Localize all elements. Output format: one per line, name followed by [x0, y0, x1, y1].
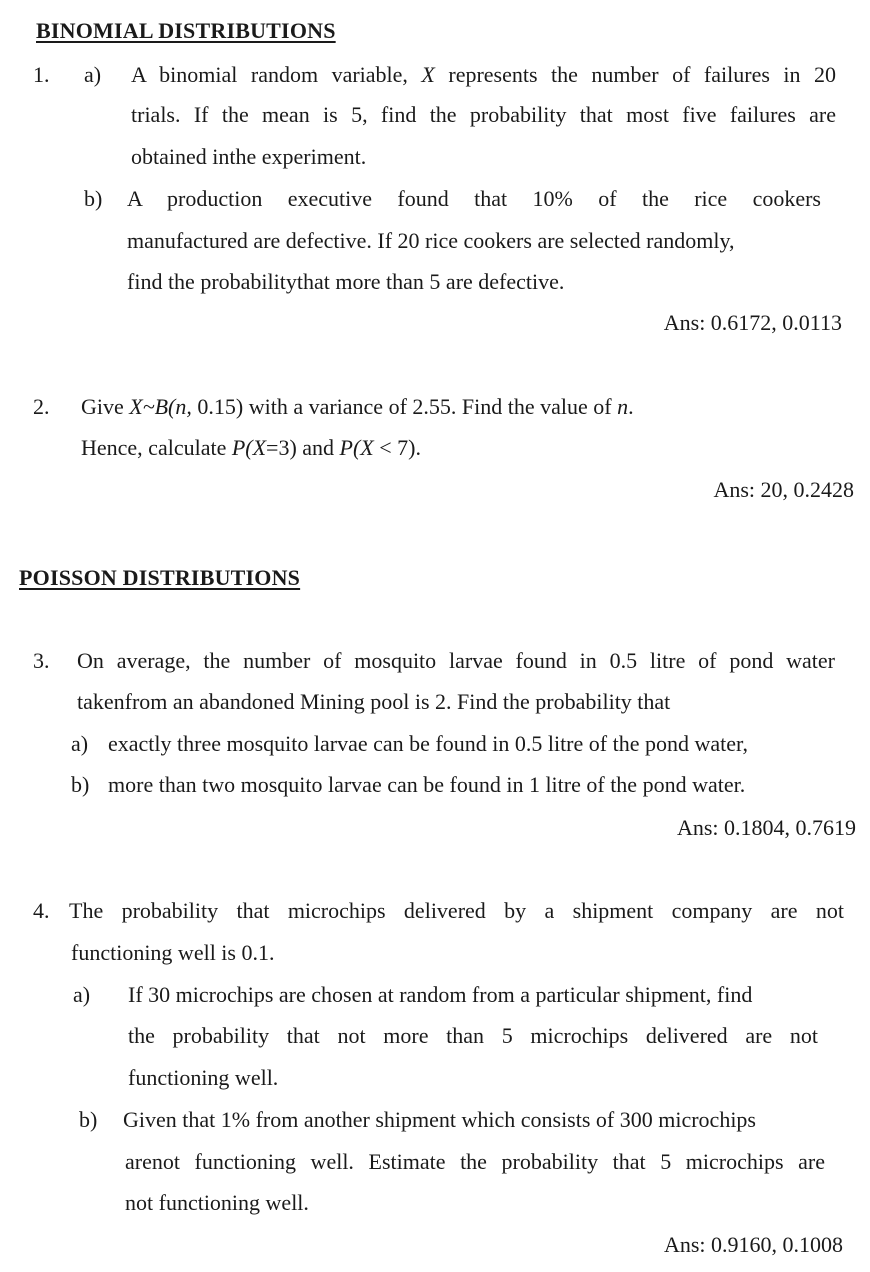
q2-number: 2.	[33, 394, 50, 419]
q3a-text: exactly three mosquito larvae can be found in 0.5 litre of the pond water,	[108, 731, 748, 756]
q4b-line3: not functioning well.	[125, 1190, 309, 1215]
q3-line2: takenfrom an abandoned Mining pool is 2. Find the probability that	[77, 689, 671, 714]
poisson-heading: POISSON DISTRIBUTIONS	[19, 565, 301, 590]
q4b-line1: Given that 1% from another shipment which consists of 300 microchips	[123, 1107, 756, 1132]
q3-line1: On average, the number of mosquito larvae found in 0.5 litre of pond water	[77, 648, 835, 673]
q4a-line1: If 30 microchips are chosen at random from a particular shipment, find	[128, 982, 753, 1007]
q1b-line2: manufactured are defective. If 20 rice cookers are selected randomly,	[127, 228, 735, 253]
q4-number: 4.	[33, 898, 50, 923]
q1a-label: a)	[84, 62, 102, 87]
q4-line2: functioning well is 0.1.	[71, 940, 275, 965]
q1a-line3: obtained inthe experiment.	[131, 144, 367, 169]
q4a-line3: functioning well.	[128, 1065, 279, 1090]
q3b-text: more than two mosquito larvae can be found in 1 litre of the pond water.	[108, 772, 746, 797]
q2-line2: Hence, calculate P(X=3) and P(X < 7).	[81, 435, 421, 460]
q4b-line2: arenot functioning well. Estimate the probability that 5 microchips are	[125, 1149, 825, 1174]
q4a-line2: the probability that not more than 5 microchips delivered are not	[128, 1023, 818, 1048]
q1a-line1: A binomial random variable, X represents the number of failures in 20	[131, 62, 837, 87]
q3-number: 3.	[33, 648, 50, 673]
q4b-label: b)	[79, 1107, 98, 1132]
q1b-line3: find the probabilitythat more than 5 are defective.	[127, 269, 565, 294]
q4a-label: a)	[73, 982, 91, 1007]
q2-line1: Give X~B(n, 0.15) with a variance of 2.55. Find the value of n.	[81, 394, 634, 419]
q2-answer: Ans: 20, 0.2428	[713, 477, 854, 502]
q4-answer: Ans: 0.9160, 0.1008	[663, 1232, 843, 1257]
q4-line1: The probability that microchips delivered by a shipment company are not	[69, 898, 844, 923]
q1b-label: b)	[84, 186, 103, 211]
q3-answer: Ans: 0.1804, 0.7619	[676, 815, 856, 840]
q1b-line1: A production executive found that 10% of the rice cookers	[127, 186, 821, 211]
q3a-label: a)	[71, 731, 89, 756]
q1-number: 1.	[33, 62, 50, 87]
q1a-line2: trials. If the mean is 5, find the probability that most five failures are	[131, 102, 836, 127]
binomial-heading: BINOMIAL DISTRIBUTIONS	[36, 18, 336, 43]
q1-answer: Ans: 0.6172, 0.0113	[663, 310, 842, 335]
q3b-label: b)	[71, 772, 90, 797]
